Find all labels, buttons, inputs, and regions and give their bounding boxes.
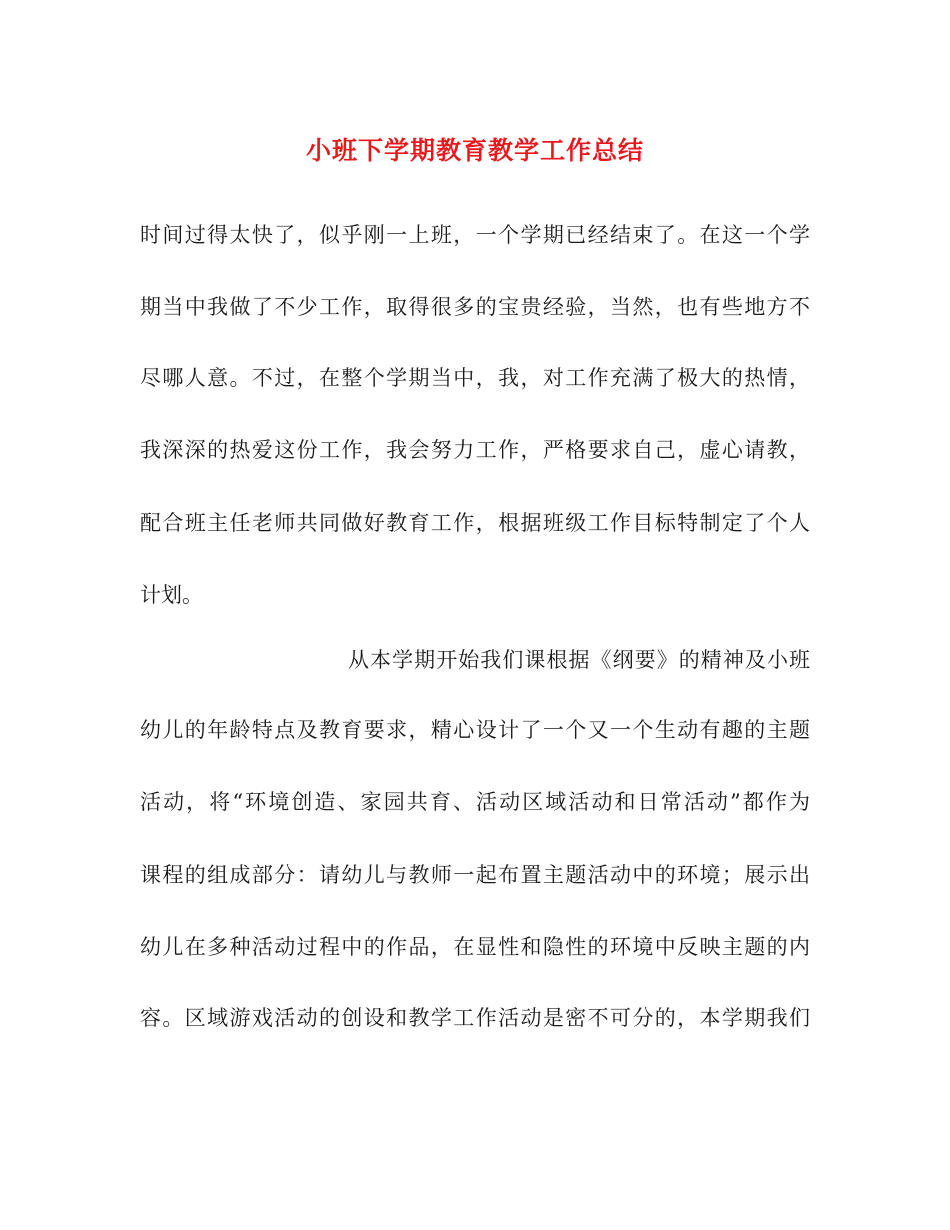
paragraph-line: 计划。 [140, 583, 203, 607]
document-title: 小班下学期教育教学工作总结 [305, 136, 644, 165]
paragraph-line: 容。区域游戏活动的创设和教学工作活动是密不可分的，本学期我们 [140, 1006, 810, 1030]
paragraph-line: 期当中我做了不少工作，取得很多的宝贵经验，当然，也有些地方不 [140, 295, 810, 319]
paragraph-line: 活动，将“环境创造、家园共育、活动区域活动和日常活动”都作为 [140, 790, 810, 814]
paragraph-line: 幼儿在多种活动过程中的作品，在显性和隐性的环境中反映主题的内 [140, 935, 810, 959]
paragraph-line: 尽哪人意。不过，在整个学期当中，我，对工作充满了极大的热情， [140, 366, 810, 390]
paragraph-line: 配合班主任老师共同做好教育工作，根据班级工作目标特制定了个人 [140, 511, 810, 535]
paragraph-line: 幼儿的年龄特点及教育要求，精心设计了一个又一个生动有趣的主题 [140, 718, 810, 742]
paragraph-line: 我深深的热爱这份工作，我会努力工作，严格要求自己，虚心请教， [140, 438, 810, 462]
paragraph-line: 课程的组成部分：请幼儿与教师一起布置主题活动中的环境；展示出 [140, 863, 810, 887]
paragraph-line: 时间过得太快了，似乎刚一上班，一个学期已经结束了。在这一个学 [140, 223, 810, 247]
paragraph-line-indented: 从本学期开始我们课根据《纲要》的精神及小班 [348, 648, 810, 672]
